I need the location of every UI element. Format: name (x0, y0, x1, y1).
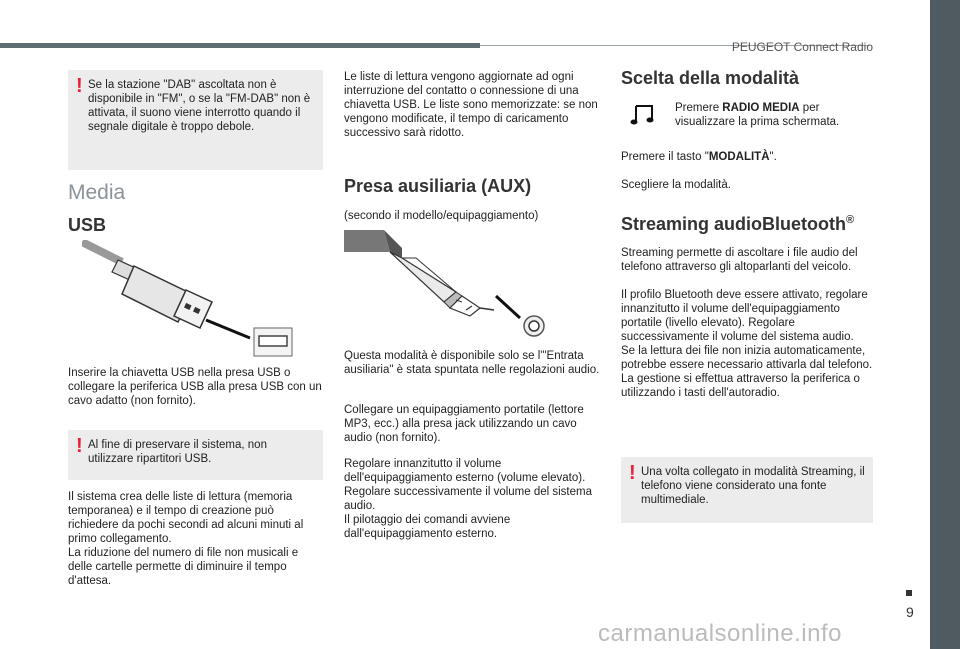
text-span: ". (769, 151, 777, 163)
warning-text: Al fine di preservare il sistema, non utilizzare ripartitori USB. (88, 439, 267, 465)
bluetooth-title-text: Streaming audioBluetooth (621, 214, 846, 234)
page-marker-square (906, 590, 912, 596)
section-title-mode: Scelta della modalità (621, 68, 800, 88)
warning-text: Una volta collegato in modalità Streaming, il telefono viene considerato una fonte multimediale. (641, 466, 865, 506)
text-span: Premere il tasto " (621, 151, 709, 163)
text-span: per visualizzare la prima schermata. (675, 102, 840, 128)
aux-paragraph-2: Collegare un equipaggiamento portatile (lettore MP3, ecc.) alla presa jack utilizzando un cavo audio (non fornito). (344, 404, 584, 444)
playlist-paragraph: Le liste di lettura vengono aggiornate ad ogni interruzione del contatto o connessione di una chiavetta USB. Le liste sono memorizzate: se non vengono modificate, il tempo di caricamento successivo sarà ridotto. (344, 71, 598, 139)
section-title-usb: USB (68, 215, 107, 235)
aux-paragraph-1: Questa modalità è disponibile solo se l'"Entrata ausiliaria" è stata spuntata nelle regolazioni audio. (344, 350, 600, 376)
press-mode-text (621, 150, 876, 164)
section-title-bluetooth (621, 214, 854, 235)
warning-icon: ! (76, 435, 83, 457)
warning-text: Se la stazione "DAB" ascoltata non è disponibile in "FM", o se la "FM-DAB" non è attivata, il suono viene interrotto quando il segnale digitale è troppo debole. (88, 79, 311, 133)
warning-box-dab (68, 70, 323, 170)
warning-box-streaming (621, 457, 873, 523)
music-note-icon (630, 104, 656, 126)
registered-mark: ® (846, 214, 855, 226)
press-radio-media-text (675, 101, 875, 129)
text-span: Premere (675, 102, 723, 114)
section-title-media: Media (68, 181, 126, 204)
page-number: 9 (906, 604, 914, 620)
warning-icon: ! (76, 75, 83, 97)
choose-mode-text: Scegliere la modalità. (621, 179, 731, 191)
watermark: carmanualsonline.info (598, 620, 842, 647)
warning-box-usb (68, 430, 323, 480)
jack-plug-illustration (344, 230, 550, 342)
mode-key-label: MODALITÀ (708, 151, 770, 163)
usb-paragraph-2: Il sistema crea delle liste di lettura (memoria temporanea) e il tempo di creazione può richiedere da pochi secondi ad alcuni minuti al primo collegamento. La riduzione del numero di file non musicali e delle cartelle permette di diminuire il tempo d'attesa. (68, 491, 304, 587)
usb-paragraph-1: Inserire la chiavetta USB nella presa USB o collegare la periferica USB alla presa USB con un cavo adatto (non fornito). (68, 367, 322, 407)
section-title-aux: Presa ausiliaria (AUX) (344, 176, 532, 196)
header-rule (0, 43, 480, 48)
aux-paragraph-3: Regolare innanzitutto il volume dell'equipaggiamento esterno (volume elevato). Regolare successivamente il volume del sistema audio. Il pilotaggio dei comandi avviene dall'equipaggiamento esterno. (344, 458, 592, 540)
bluetooth-paragraph-1: Streaming permette di ascoltare i file audio del telefono attraverso gli altoparlanti del veicolo. (621, 247, 858, 273)
bluetooth-paragraph-2: Il profilo Bluetooth deve essere attivato, regolare innanzitutto il volume dell'equipaggiamento portatile (livello elevato). Regolare successivamente il volume del sistema audio. Se la lettura dei file non inizia automaticamente, potrebbe essere necessario attivarla dal telefono. La gestione si effettua attraverso la periferica o utilizzando i tasti dell'autoradio. (621, 289, 873, 399)
brand-label: PEUGEOT Connect Radio (731, 40, 873, 54)
side-strip (930, 0, 960, 649)
aux-subtitle: (secondo il modello/equipaggiamento) (344, 210, 539, 222)
warning-icon: ! (629, 462, 636, 484)
radio-media-key-label: RADIO MEDIA (722, 102, 800, 114)
usb-plug-illustration (82, 240, 302, 360)
